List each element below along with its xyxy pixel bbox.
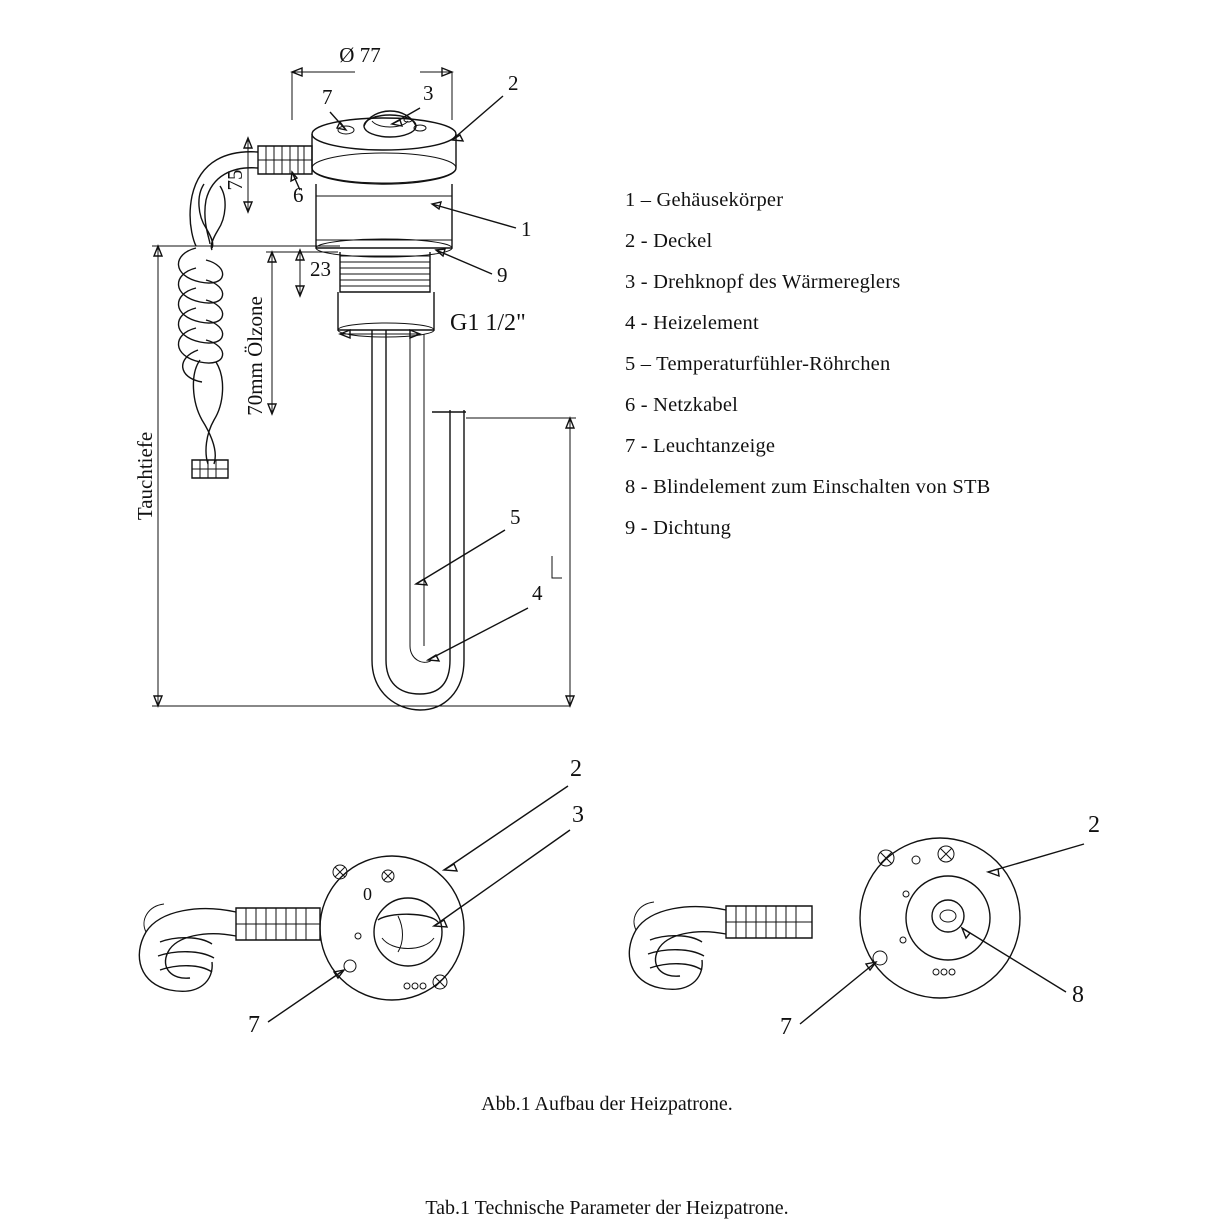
callout-6-top: [291, 172, 304, 207]
callout-2-top: [452, 71, 519, 141]
cover-assembly: [312, 111, 456, 184]
dimension-23-label: 23: [310, 257, 331, 281]
svg-text:5: 5: [510, 505, 521, 529]
dimension-75: [223, 138, 252, 212]
svg-text:7: 7: [780, 1014, 792, 1040]
dimension-thread: [340, 310, 526, 338]
svg-text:8: 8: [1072, 982, 1084, 1008]
dimension-immersion-depth-label: Tauchtiefe: [133, 431, 157, 521]
figure-caption: Abb.1 Aufbau der Heizpatrone.: [481, 1093, 733, 1115]
dimension-thread-label: G1 1/2": [450, 310, 526, 336]
dimension-element-length: [466, 418, 576, 706]
dimension-75-label: 75: [223, 169, 247, 191]
callout-1-top: [432, 202, 532, 241]
legend-list: [625, 180, 1145, 549]
table-caption: Tab.1 Technische Parameter der Heizpatrone.: [425, 1197, 789, 1219]
svg-text:0: 0: [363, 884, 372, 904]
svg-text:3: 3: [423, 81, 434, 105]
bottom-view-right: [629, 812, 1100, 1040]
legend-item-5: 5 – Temperaturfühler-Röhrchen: [625, 353, 891, 375]
legend-item-4: 4 - Heizelement: [625, 312, 759, 334]
legend-item-2: 2 - Deckel: [625, 230, 713, 252]
callout-5-top: [416, 505, 521, 585]
svg-text:6: 6: [293, 183, 304, 207]
legend-item-8: 8 - Blindelement zum Einschalten von STB: [625, 476, 991, 498]
dimension-diameter-label: Ø 77: [339, 43, 381, 67]
svg-text:2: 2: [1088, 812, 1100, 838]
callout-7-top: [322, 85, 346, 130]
svg-text:2: 2: [570, 756, 582, 782]
svg-text:4: 4: [532, 581, 543, 605]
legend-item-7: 7 - Leuchtanzeige: [625, 435, 776, 457]
svg-text:7: 7: [322, 85, 333, 109]
dimension-23: [296, 250, 331, 296]
svg-text:7: 7: [248, 1012, 260, 1038]
heating-element: [372, 330, 466, 710]
legend-item-3: 3 - Drehknopf des Wärmereglers: [625, 271, 901, 293]
housing-body: [316, 184, 452, 337]
legend-item-6: 6 - Netzkabel: [625, 394, 739, 416]
callout-4-top: [428, 581, 543, 661]
legend-item-9: 9 - Dichtung: [625, 517, 732, 539]
callout-9-top: [436, 249, 508, 287]
svg-text:3: 3: [572, 802, 584, 828]
svg-text:2: 2: [508, 71, 519, 95]
svg-text:9: 9: [497, 263, 508, 287]
bottom-view-left: [139, 756, 584, 1038]
dimension-oil-zone-label: 70mm Ölzone: [243, 296, 267, 416]
legend-item-1: 1 – Gehäusekörper: [625, 189, 784, 211]
svg-text:1: 1: [521, 217, 532, 241]
